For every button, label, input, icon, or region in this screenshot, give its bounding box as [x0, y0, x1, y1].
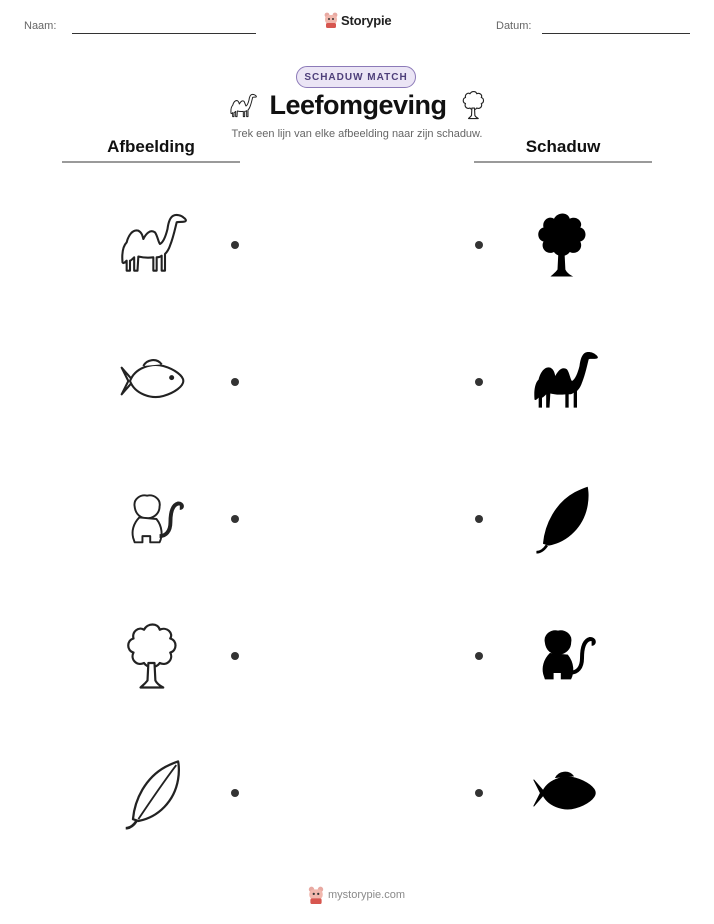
storypie-mascot-icon	[308, 886, 324, 904]
brand-logo	[324, 12, 391, 28]
right-dot-3[interactable]	[475, 515, 483, 523]
left-dot-4[interactable]	[231, 652, 239, 660]
camel-outline-icon	[110, 208, 190, 280]
name-field[interactable]	[72, 33, 256, 34]
right-column-heading: Schaduw	[525, 137, 601, 156]
category-badge: SCHADUW MATCH	[296, 66, 416, 88]
date-label: Datum:	[496, 20, 532, 32]
page-title: Leefomgeving	[269, 90, 447, 120]
right-dot-5[interactable]	[475, 789, 483, 797]
left-column-heading: Afbeelding	[107, 137, 195, 156]
leaf-outline-icon	[118, 756, 184, 830]
monkey-outline-icon	[116, 486, 186, 552]
storypie-mascot-icon	[324, 12, 338, 28]
right-column-divider	[474, 161, 652, 163]
leaf-shadow-icon	[528, 482, 594, 554]
fish-shadow-icon	[522, 764, 602, 822]
footer	[308, 886, 405, 904]
right-dot-4[interactable]	[475, 652, 483, 660]
instructions: Trek een lijn van elke afbeelding naar zijn schaduw.	[231, 128, 483, 140]
camel-shadow-icon	[522, 344, 602, 418]
tree-shadow-icon	[526, 206, 596, 284]
right-dot-2[interactable]	[475, 378, 483, 386]
left-dot-5[interactable]	[231, 789, 239, 797]
camel-decoration-icon	[226, 90, 258, 122]
left-column-divider	[62, 161, 240, 163]
fish-outline-icon	[110, 352, 190, 410]
footer-url[interactable]: mystorypie.com	[328, 889, 406, 901]
right-dot-1[interactable]	[475, 241, 483, 249]
date-field[interactable]	[542, 33, 690, 34]
brand-name: Storypie	[341, 12, 392, 28]
left-dot-2[interactable]	[231, 378, 239, 386]
monkey-shadow-icon	[526, 620, 598, 690]
tree-outline-icon	[116, 618, 186, 694]
name-label: Naam:	[24, 20, 57, 32]
left-dot-3[interactable]	[231, 515, 239, 523]
left-dot-1[interactable]	[231, 241, 239, 249]
tree-decoration-icon	[458, 90, 488, 120]
